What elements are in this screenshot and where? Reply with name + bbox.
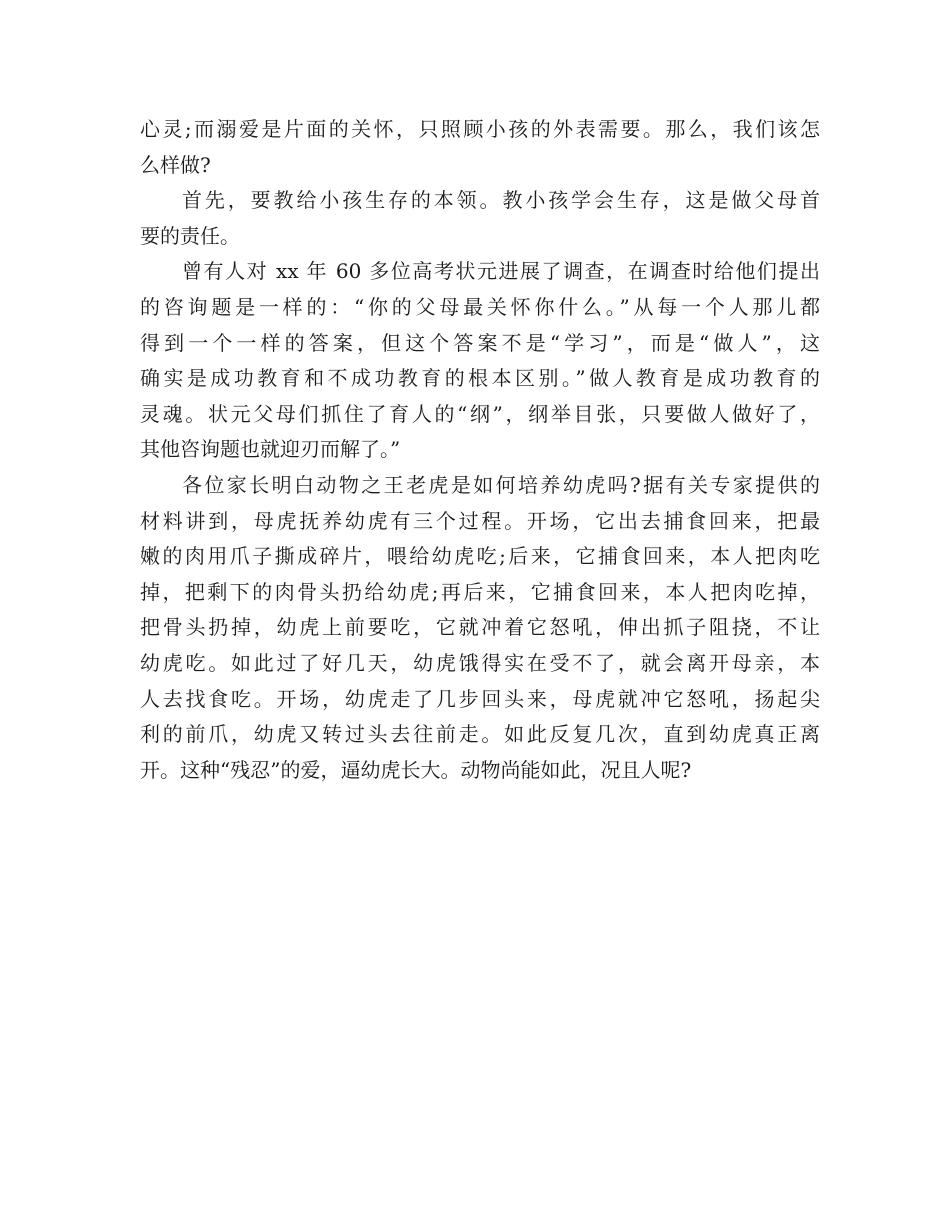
text-line: 开。这种“残忍”的爱，逼幼虎长大。动物尚能如此，况且人呢? — [140, 757, 692, 782]
text-line: 人去找食吃。开场，幼虎走了几步回头来，母虎就冲它怒吼，扬起尖 — [140, 686, 820, 711]
text-line: 的咨询题是一样的：“你的父母最关怀你什么。”从每一个人那儿都 — [140, 294, 820, 319]
text-line: 各位家长明白动物之王老虎是如何培养幼虎吗?据有关专家提供的 — [182, 472, 820, 497]
text-line: 掉，把剩下的肉骨头扔给幼虎;再后来，它捕食回来，本人把肉吃掉， — [140, 579, 820, 604]
text-line: 得到一个一样的答案，但这个答案不是“学习”，而是“做人”，这 — [140, 330, 820, 355]
text-line: 要的责任。 — [140, 223, 240, 248]
text-line: 嫩的肉用爪子撕成碎片，喂给幼虎吃;后来，它捕食回来，本人把肉吃 — [140, 544, 820, 569]
text-line: 确实是成功教育和不成功教育的根本区别。”做人教育是成功教育的 — [140, 366, 820, 391]
text-line: 灵魂。状元父母们抓住了育人的“纲”，纲举目张，只要做人做好了， — [140, 401, 820, 426]
text-line: 首先，要教给小孩生存的本领。教小孩学会生存，这是做父母首 — [182, 188, 820, 213]
text-line: 把骨头扔掉，幼虎上前要吃，它就冲着它怒吼，伸出抓子阻挠，不让 — [140, 615, 820, 640]
text-line: 曾有人对 xx 年 60 多位高考状元进展了调查，在调查时给他们提出 — [182, 259, 820, 284]
document-body — [140, 112, 820, 788]
text-line: 幼虎吃。如此过了好几天，幼虎饿得实在受不了，就会离开母亲，本 — [140, 650, 820, 675]
text-line: 利的前爪，幼虎又转过头去往前走。如此反复几次，直到幼虎真正离 — [140, 722, 820, 747]
text-line: 么样做? — [140, 152, 211, 177]
text-line: 心灵;而溺爱是片面的关怀，只照顾小孩的外表需要。那么，我们该怎 — [140, 117, 820, 141]
text-line: 材料讲到，母虎抚养幼虎有三个过程。开场，它出去捕食回来，把最 — [140, 508, 820, 533]
text-line: 其他咨询题也就迎刃而解了。” — [140, 437, 401, 462]
